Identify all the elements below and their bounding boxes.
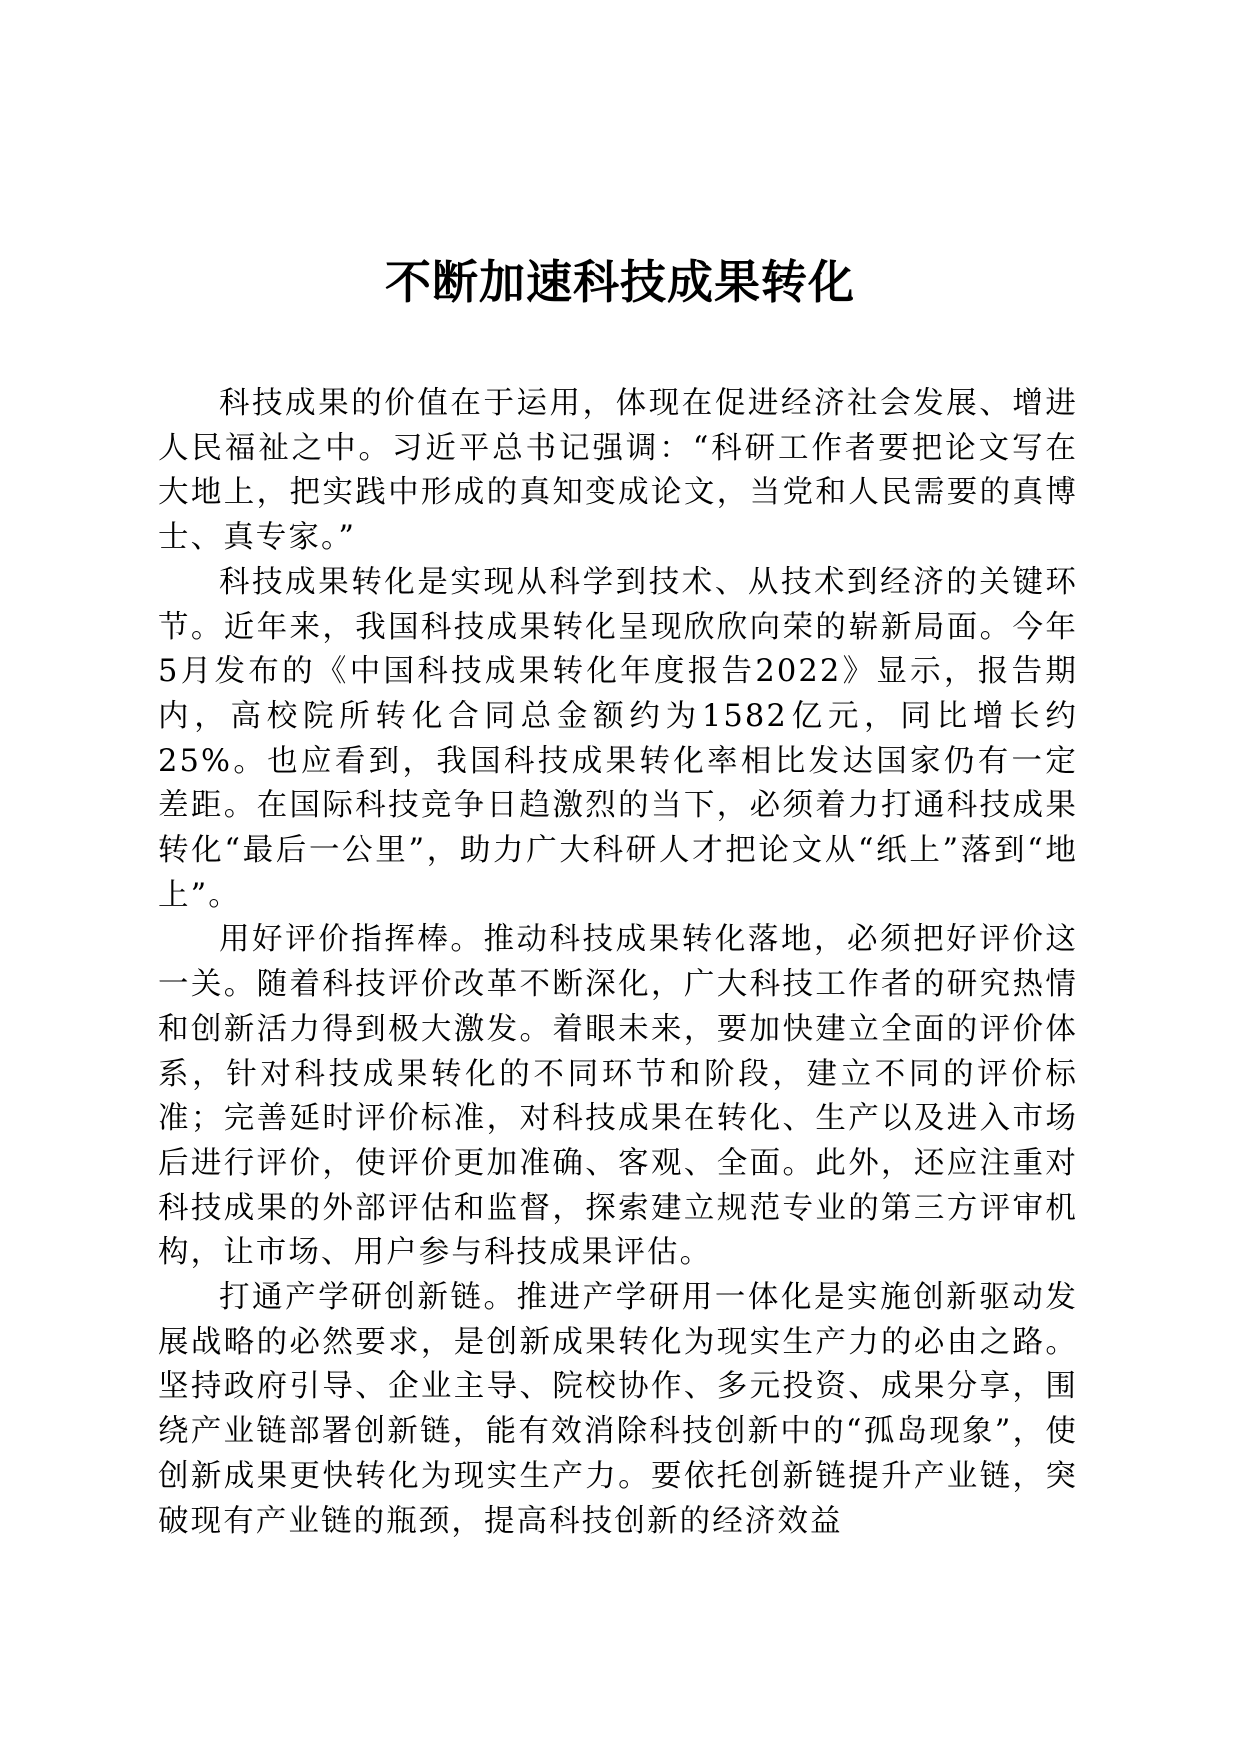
article-body [158,382,1078,1544]
paragraph-2: 科技成果转化是实现从科学到技术、从技术到经济的关键环节。近年来，我国科技成果转化呈现欣欣向荣的崭新局面。今年5月发布的《中国科技成果转化年度报告2022》显示，报告期内，高校院所转化合同总金额约为1582亿元，同比增长约25%。也应看到，我国科技成果转化率相比发达国家仍有一定差距。在国际科技竞争日趋激烈的当下，必须着力打通科技成果转化“最后一公里”，助力广大科研人才把论文从“纸上”落到“地上”。 [158,564,1078,913]
paragraph-4: 打通产学研创新链。推进产学研用一体化是实施创新驱动发展战略的必然要求，是创新成果转化为现实生产力的必由之路。坚持政府引导、企业主导、院校协作、多元投资、成果分享，围绕产业链部署创新链，能有效消除科技创新中的“孤岛现象”，使创新成果更快转化为现实生产力。要依托创新链提升产业链，突破现有产业链的瓶颈，提高科技创新的经济效益 [158,1280,1078,1539]
document-title: 不断加速科技成果转化 [385,255,855,309]
paragraph-3: 用好评价指挥棒。推动科技成果转化落地，必须把好评价这一关。随着科技评价改革不断深化，广大科技工作者的研究热情和创新活力得到极大激发。着眼未来，要加快建立全面的评价体系，针对科技成果转化的不同环节和阶段，建立不同的评价标准；完善延时评价标准，对科技成果在转化、生产以及进入市场后进行评价，使评价更加准确、客观、全面。此外，还应注重对科技成果的外部评估和监督，探索建立规范专业的第三方评审机构，让市场、用户参与科技成果评估。 [158,922,1078,1271]
paragraph-1: 科技成果的价值在于运用，体现在促进经济社会发展、增进人民福祉之中。习近平总书记强调：“科研工作者要把论文写在大地上，把实践中形成的真知变成论文，当党和人民需要的真博士、真专家。” [158,386,1078,556]
